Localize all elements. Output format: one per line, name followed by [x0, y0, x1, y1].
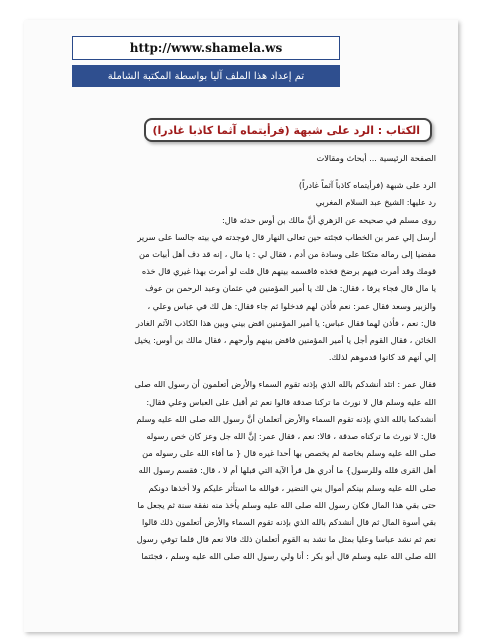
text-line: صلى الله عليه وسلم بخاصة لم يخصص بها أحدا غيره قال { ما أفاء الله على رسوله من — [142, 448, 436, 459]
text-line: إلي أنهم قد كانوا قدموهم لذلك. — [328, 352, 436, 363]
text-line: أنشدكما بالله الذي بإذنه تقوم السماء والأرض أتعلمان أنَّ رسول الله صلى الله عليه وسلم — [136, 413, 436, 424]
site-url[interactable]: http://www.shamela.ws — [72, 36, 340, 60]
text-line: صلى الله عليه وسلم بينكم أموال بني النضير ، فوالله ما استأثر عليكم ولا أخذها دونكم — [148, 482, 436, 493]
text-line: أهل القرى فلله وللرسول} ما أدري هل قرأ الآية التي قبلها أم لا ، قال: فقسم رسول الله — [138, 465, 436, 476]
text-line: الله عليه وسلم قال لا نورث ما تركنا صدقة قالوا نعم ثم أقبل على العباس وعلي فقال: — [146, 396, 436, 407]
text-line: قال: لا نورث ما تركناه صدقة ، قالا: نعم ، فقال عمر: إنَّ الله جل وعز كان خص رسوله — [146, 431, 436, 442]
paragraph-2 — [44, 376, 436, 565]
book-title: الكتاب : الرد على شبهة (فرأيتماه آثما كاذبا غادرا) — [144, 118, 432, 142]
breadcrumb: الصفحة الرئيسية ... أبحاث ومقالات — [316, 153, 436, 163]
text-line: قومك وقد أمرت فيهم برضخ فخذه فاقسمه بينهم قال قلت لو أمرت بهذا غيري قال خذه — [141, 266, 436, 277]
text-line: بقي أسوة المال ثم قال أنشدكم بالله الذي بإذنه تقوم السماء والأرض أتعلمون ذلك قالوا — [141, 517, 436, 528]
text-line: نعم ثم نشد عباسا وعليا بمثل ما نشد به القوم أتعلمان ذلك قالا نعم قال فلما توفي رسول — [136, 534, 436, 545]
text-line: الخائن ، فقال القوم أجل يا أمير المؤمنين فاقض بينهم وأرحهم ، فقال مالك بن أوس: يخيل — [134, 335, 436, 346]
text-line: الرد على شبهة (فرأيتماه كاذباً آثماً غادراً) — [298, 180, 436, 191]
text-line: حتى بقي هذا المال فكان رسول الله صلى الله عليه وسلم يأخذ منه نفقة سنة ثم يجعل ما — [137, 499, 436, 510]
paragraph-1 — [44, 177, 436, 366]
text-line: الله صلى الله عليه وسلم قال أبو بكر : أنا ولي رسول الله صلى الله عليه وسلم ، فجئتما — [141, 551, 436, 562]
generated-banner: تم إعداد هذا الملف آليا بواسطة المكتبة الشاملة — [72, 65, 340, 87]
document-page — [24, 20, 458, 632]
text-line: أرسل إلي عمر بن الخطاب فجئته حين تعالى النهار قال فوجدته في بيته جالسا على سرير — [137, 231, 436, 242]
text-line: رد عليها: الشيخ عبد السلام المغربي — [315, 197, 436, 208]
text-line: فقال عمر : اتئد أنشدكم بالله الذي بإذنه تقوم السماء والأرض أتعلمون أن رسول الله صلى — [134, 379, 436, 390]
document-body — [44, 150, 436, 566]
text-line: روى مسلم في صحيحه عن الزهري أنَّ مالك بن أوس حدثه قال: — [221, 214, 436, 225]
text-line: يا مال قال فجاء يرفا ، فقال: هل لك يا أمير المؤمنين في عثمان وعبد الرحمن بن عوف — [145, 283, 436, 294]
text-line: قال: نعم ، فأذن لهما فقال عباس: يا أمير المؤمنين اقض بيني وبين هذا الكاذب الآثم الغادر — [135, 317, 436, 328]
text-line: مفضيا إلى رماله متكئا على وسادة من أدم ، فقال لي : يا مال ، إنه قد دف أهل أبيات من — [139, 249, 436, 260]
text-line: والزبير وسعد فقال عمر: نعم فأذن لهم فدخلوا ثم جاء فقال: هل لك في عباس وعلي ، — [147, 300, 436, 311]
